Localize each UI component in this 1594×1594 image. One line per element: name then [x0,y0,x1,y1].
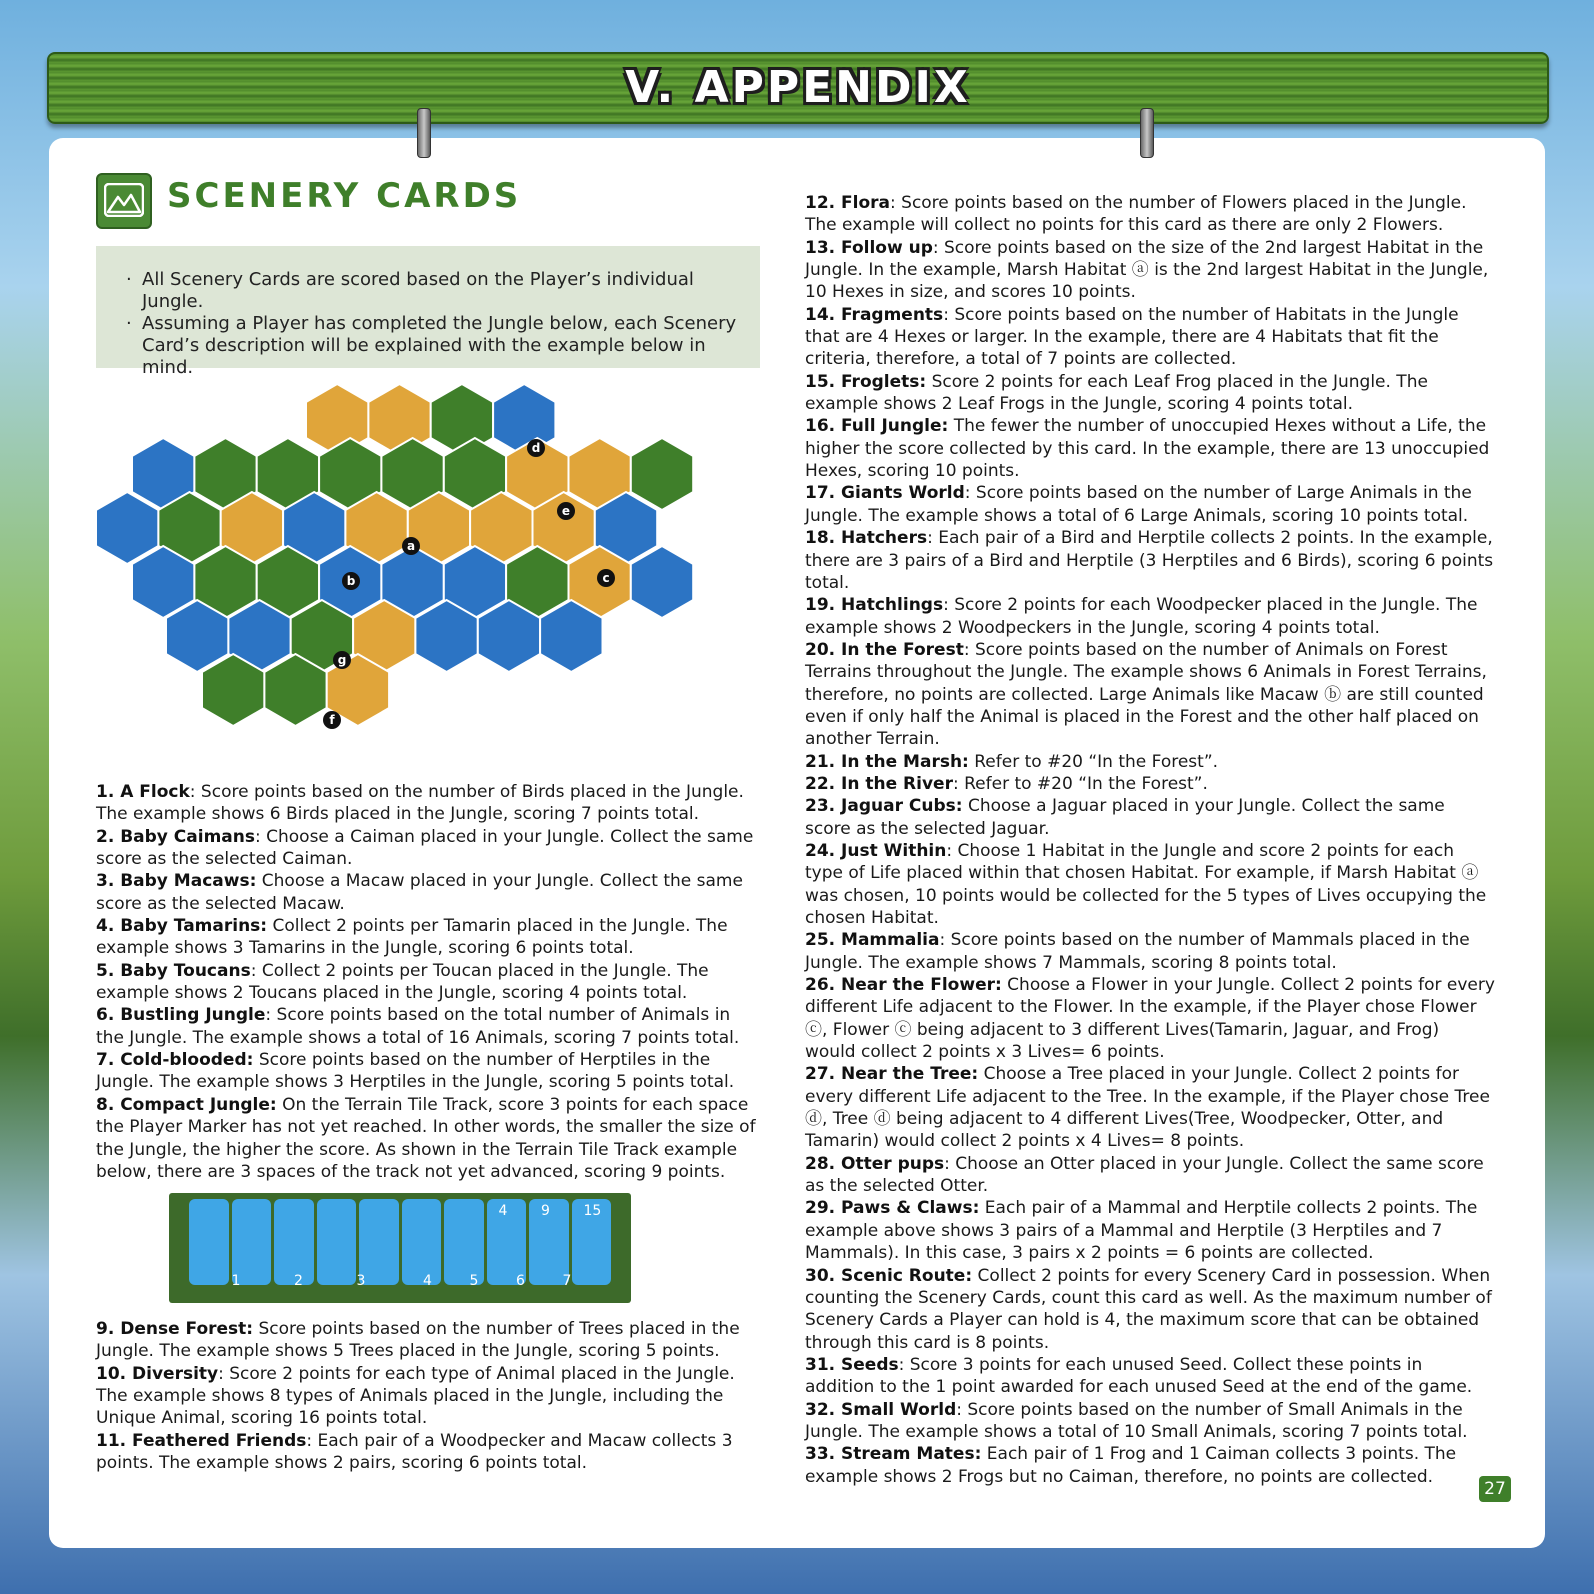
entry-text: Score points based on the number of Herptiles in the Jungle. The example shows 3 Herptiles in the Jungle, scoring 5 points total. [96,1050,735,1093]
entry-text: : Each pair of a Woodpecker and Macaw collects 3 points. The example shows 2 pairs, scoring 6 points total. [96,1430,733,1474]
map-label-text: d [531,441,541,455]
entry-text: : Score 2 points for each type of Animal placed in the Jungle. The example shows 8 types of Animals placed in the Jungle, including the Unique Animal, scoring 16 points total. [96,1363,735,1429]
track-top-number: 4 [498,1203,508,1219]
entry-text: Score 2 points for each Leaf Frog placed in the Jungle. The example shows 2 Leaf Frogs in the Jungle, scoring 4 points total. [805,371,1428,415]
track-bottom-number: 2 [294,1273,303,1289]
scenery-entry [805,974,1495,1063]
track-space [402,1199,442,1285]
map-label-d [527,439,545,457]
entry-name: 5. Baby Toucans [96,960,251,981]
scenery-entry [96,1094,760,1183]
scenery-entry [805,594,1495,639]
entry-text: : Score points based on the number of Animals on Forest Terrains throughout the Jungle. The example shows 6 Animals in Forest Terrains, therefore, no points are collected. Large Animals like Macaw ⓑ are still counted even if only half the Animal is placed in the Forest and the other half placed on another Terrain. [805,639,1487,750]
track-space [317,1199,357,1285]
map-label-c [597,569,615,587]
entry-text: : Score points based on the total number of Animals in the Jungle. The example shows a total of 16 Animals, scoring 7 points total. [96,1005,740,1048]
scenery-entry [96,1049,760,1094]
scenery-entry [96,960,760,1005]
track-bottom-number: 3 [356,1273,366,1289]
scenery-entry [96,1004,760,1049]
scenery-entry [96,1430,760,1475]
scenery-entry [805,795,1495,840]
scenery-entry [96,1363,760,1430]
entry-name: 12. Flora [805,193,891,213]
left-column-lower [96,1318,760,1474]
scenery-entry [805,527,1495,594]
entry-text: : Choose 1 Habitat in the Jungle and score 2 points for each type of Life placed within that chosen Habitat. For example, if Marsh Habitat ⓐ was chosen, 10 points would be collected for the 5 types of Lives occupying the chosen Habitat. [805,840,1487,928]
map-label-text: e [561,504,571,518]
scenery-entry [805,1265,1495,1354]
entry-name: 16. Full Jungle: [805,416,949,437]
entry-text: : Score points based on the number of Large Animals in the Jungle. The example shows a total of 6 Large Animals, scoring 10 points total. [805,483,1472,526]
entry-text: : Refer to #20 “In the Forest”. [952,773,1208,794]
jungle-example-map [96,378,760,766]
entry-text: Choose a Jaguar placed in your Jungle. Collect the same score as the selected Jaguar. [805,796,1445,839]
entry-name: 13. Follow up [805,237,933,258]
track-bottom-number: 6 [516,1273,525,1289]
scenery-entry [805,1354,1495,1399]
entry-name: 18. Hatchers [805,528,928,549]
scenery-entry [805,1197,1495,1264]
scenery-entry [805,1153,1495,1198]
track-space [189,1199,229,1285]
scenery-entry [805,304,1495,371]
scenery-entry [96,781,760,826]
map-label-text: b [346,574,356,588]
scenery-entry [805,639,1495,751]
scenery-entry [805,751,1495,773]
entry-name: 17. Giants World [805,483,965,504]
entry-text: Choose a Flower in your Jungle. Collect 2 points for every different Life adjacent to the Flower. In the example, if the Player chose Flower ⓒ, Flower ⓒ being adjacent to 3 different Lives(Tamarin, Jaguar, and Frog) would collect 2 points x 3 Lives= 6 points. [805,975,1495,1063]
entry-name: 25. Mammalia [805,930,940,951]
scenery-entry [805,415,1495,482]
scenery-entry [805,237,1495,304]
entry-name: 1. A Flock [96,782,190,802]
entry-name: 9. Dense Forest: [96,1319,254,1339]
entry-text: Choose a Macaw placed in your Jungle. Collect the same score as the selected Macaw. [96,871,743,914]
entry-name: 20. In the Forest [805,639,964,660]
map-label-text: g [337,653,347,667]
scenery-entry [805,1443,1495,1488]
entry-name: 30. Scenic Route: [805,1265,973,1286]
scenery-entry [805,1399,1495,1444]
entry-name: 6. Bustling Jungle [96,1005,266,1026]
entry-name: 27. Near the Tree: [805,1064,979,1085]
track-bottom-number: 4 [423,1273,432,1289]
entry-name: 32. Small World [805,1399,957,1420]
entry-name: 26. Near the Flower: [805,975,1002,996]
terrain-tile-track [169,1193,631,1303]
note-item: · All Scenery Cards are scored based on the Player’s individual Jungle. [126,269,760,313]
entry-text: Refer to #20 “In the Forest”. [968,751,1219,772]
scenery-entry [805,773,1495,795]
scenery-entry [805,1063,1495,1152]
note-item: · Assuming a Player has completed the Jungle below, each Scenery Card’s description will be explained with the example below in mind. [126,313,760,379]
entry-text: : Score points based on the number of Habitats in the Jungle that are 4 Hexes or larger. In the example, there are 4 Habitats that fit the criteria, therefore, a total of 7 points are collected. [805,304,1459,370]
scenery-entry [96,915,760,960]
map-label-b [342,572,360,590]
entry-text: : Collect 2 points per Toucan placed in the Jungle. The example shows 2 Toucans placed in the Jungle, scoring 4 points total. [96,960,709,1004]
entry-text: : Choose a Caiman placed in your Jungle. Collect the same score as the selected Caiman. [96,826,754,870]
scenery-entry [805,929,1495,974]
entry-name: 33. Stream Mates: [805,1444,982,1465]
entry-text: Collect 2 points for every Scenery Card in possession. When counting the Scenery Cards, count this card as well. As the maximum number of Scenery Cards a Player can hold is 4, the maximum score that can be obtained through this card is 8 points. [805,1265,1492,1353]
track-bottom-number: 7 [562,1273,572,1289]
track-bottom-number: 1 [231,1273,241,1289]
entry-text: : Score 3 points for each unused Seed. Collect these points in addition to the 1 point awarded for each unused Seed at the end of the game. [805,1354,1473,1398]
entry-name: 3. Baby Macaws: [96,871,257,892]
scenery-entry [96,1318,760,1363]
entry-name: 4. Baby Tamarins: [96,916,268,937]
chapter-title: V. APPENDIX [625,62,971,113]
scenery-icon [96,173,152,229]
entry-name: 24. Just Within [805,840,947,861]
entry-name: 14. Fragments [805,304,944,325]
track-bottom-number: 5 [469,1273,479,1289]
right-column [805,192,1495,1488]
scenery-entry [96,870,760,915]
entry-text: : Score 2 points for each Woodpecker placed in the Jungle. The example shows 2 Woodpeckers in the Jungle, scoring 4 points total. [805,595,1478,638]
scenery-entry [805,192,1495,237]
map-label-text: a [406,539,416,553]
entry-name: 7. Cold-blooded: [96,1050,254,1071]
entry-text: Score points based on the number of Trees placed in the Jungle. The example shows 5 Trees placed in the Jungle, scoring 5 points. [96,1319,740,1362]
entry-text: Choose a Tree placed in your Jungle. Collect 2 points for every different Life adjacent to the Tree. In the example, if the Player chose Tree ⓓ, Tree ⓓ being adjacent to 4 different Lives(Tree, Woodpecker, Otter, and Tamarin) would collect 2 points x 4 Lives= 8 points. [805,1064,1490,1152]
entry-text: : Score points based on the number of Mammals placed in the Jungle. The example shows 7 Mammals, scoring 8 points total. [805,930,1470,973]
chapter-banner [47,52,1549,124]
scenery-entry [96,826,760,871]
entry-text: : Score points based on the number of Birds placed in the Jungle. The example shows 6 Birds placed in the Jungle, scoring 7 points total. [96,782,744,825]
entry-name: 31. Seeds [805,1354,899,1375]
entry-name: 19. Hatchlings [805,595,944,616]
entry-text: : Score points based on the number of Flowers placed in the Jungle. The example will collect no points for this card as there are only 2 Flowers. [805,193,1467,236]
page-number: 27 [1479,1476,1511,1502]
entry-name: 15. Froglets: [805,371,927,392]
entry-name: 2. Baby Caimans [96,826,255,847]
entry-text: On the Terrain Tile Track, score 3 points for each space the Player Marker has not yet reached. In other words, the smaller the size of the Jungle, the higher the score. As shown in the Terrain Tile Track example below, there are 3 spaces of the track not yet advanced, scoring 9 points. [96,1094,756,1182]
map-label-e [557,502,575,520]
entry-text: Each pair of a Mammal and Herptile collects 2 points. The example above shows 3 pairs of a Mammal and Herptile (3 Herptiles and 7 Mammals). In this case, 3 pairs x 2 points = 6 points are collected. [805,1198,1478,1264]
map-label-text: c [602,571,610,585]
entry-name: 28. Otter pups [805,1153,945,1174]
entry-text: The fewer the number of unoccupied Hexes without a Life, the higher the score collected by this card. In the example, there are 13 unoccupied Hexes, scoring 10 points. [805,416,1490,482]
map-label-a [402,537,420,555]
intro-note [96,246,760,378]
track-top-number: 15 [583,1203,602,1219]
entry-name: 10. Diversity [96,1363,219,1384]
entry-text: : Choose an Otter placed in your Jungle. Collect the same score as the selected Otter. [805,1153,1484,1197]
map-label-text: f [329,713,335,727]
section-title: SCENERY CARDS [167,176,522,216]
map-label-f [323,711,341,729]
scenery-entry [805,371,1495,416]
left-column [96,781,760,1183]
scenery-entry [805,840,1495,929]
entry-text: Each pair of 1 Frog and 1 Caiman collects 3 points. The example shows 2 Frogs but no Caiman, therefore, no points are collected. [805,1444,1457,1487]
entry-text: : Each pair of a Bird and Herptile collects 2 points. In the example, there are 3 pairs of a Bird and Herptile (3 Herptiles and 6 Birds), scoring 6 points total. [805,528,1494,593]
map-label-g [333,651,351,669]
entry-name: 29. Paws & Claws: [805,1198,980,1219]
content-panel [49,138,1545,1548]
entry-name: 8. Compact Jungle: [96,1094,277,1115]
entry-text: : Score points based on the number of Small Animals in the Jungle. The example shows a total of 10 Small Animals, scoring 7 points total. [805,1399,1468,1442]
track-top-number: 9 [541,1203,550,1219]
entry-name: 22. In the River [805,773,953,794]
entry-text: Collect 2 points per Tamarin placed in the Jungle. The example shows 3 Tamarins in the Jungle, scoring 6 points total. [96,916,728,959]
entry-name: 21. In the Marsh: [805,751,969,772]
banner-peg-left [417,108,431,158]
banner-peg-right [1140,108,1154,158]
scenery-entry [805,482,1495,527]
entry-text: : Score points based on the size of the 2nd largest Habitat in the Jungle. In the example, Marsh Habitat ⓐ is the 2nd largest Habitat in the Jungle, 10 Hexes in size, and scores 10 points. [805,237,1489,303]
entry-name: 23. Jaguar Cubs: [805,796,963,817]
entry-name: 11. Feathered Friends [96,1430,307,1451]
